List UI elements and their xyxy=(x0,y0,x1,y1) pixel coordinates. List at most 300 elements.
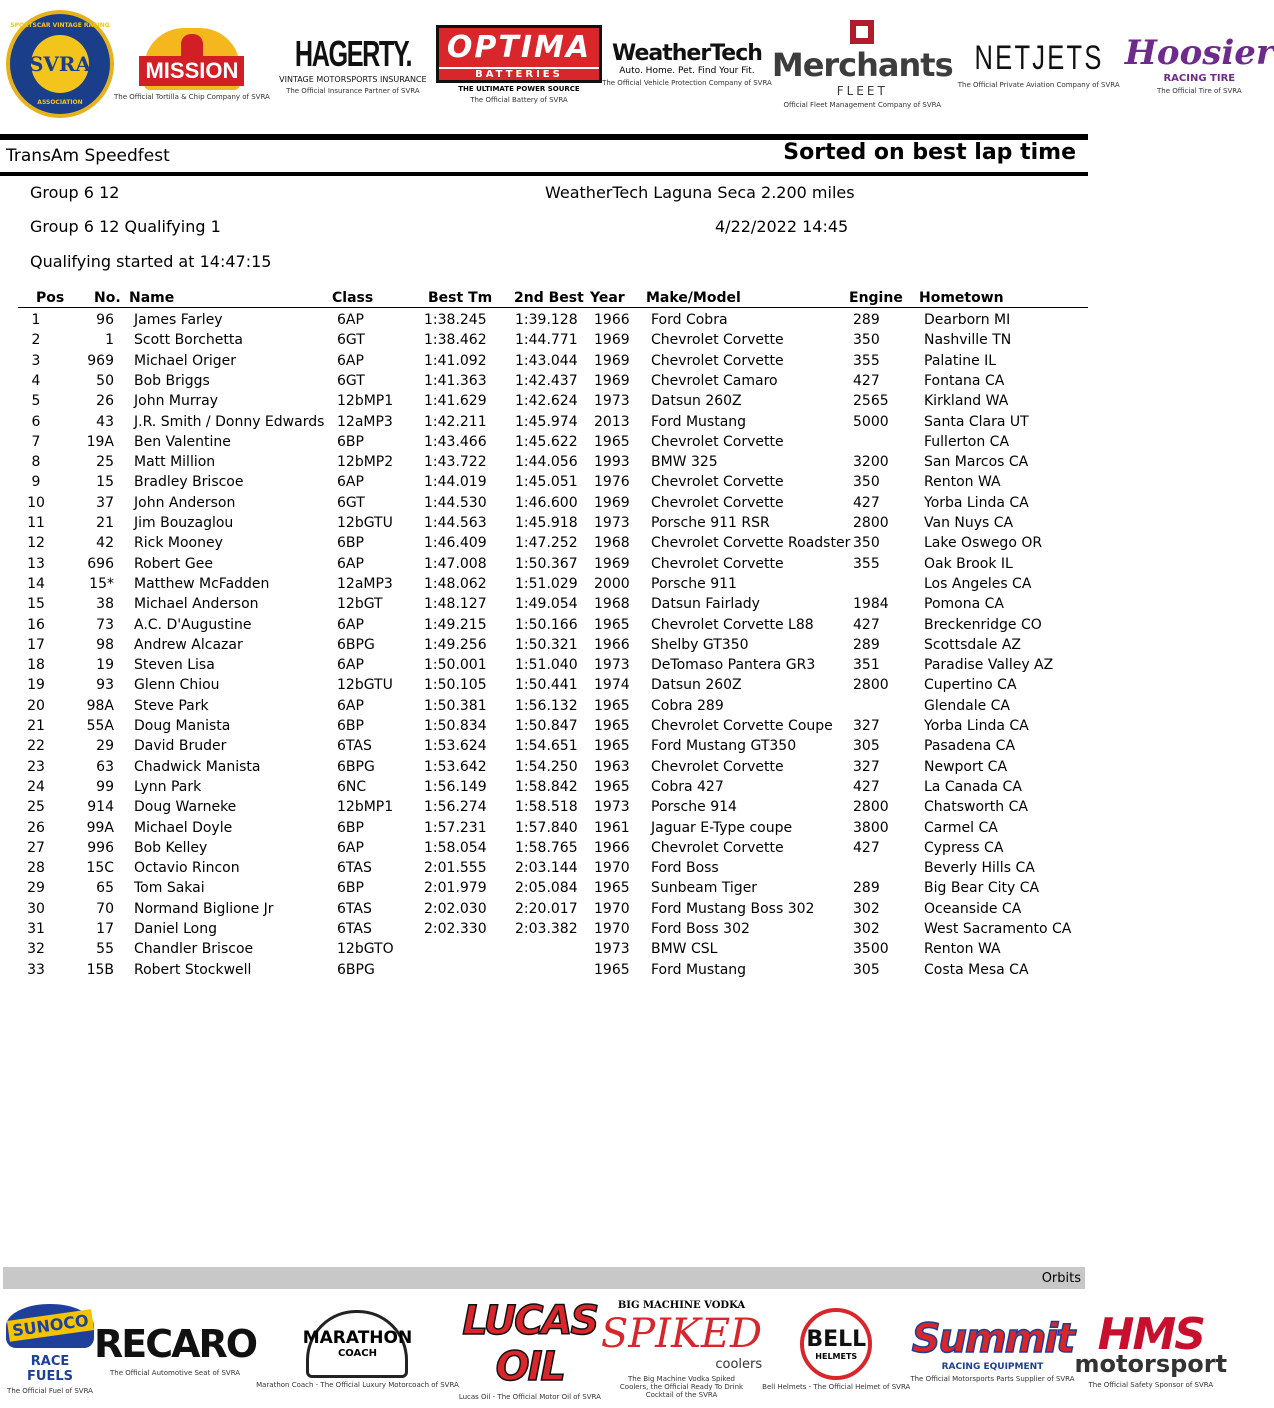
hometown-cell: Newport CA xyxy=(924,758,1008,775)
car-number-cell: 19 xyxy=(96,657,114,674)
engine-cell: 302 xyxy=(853,921,880,937)
hometown-cell: Oak Brook IL xyxy=(924,555,1013,572)
spiked-wordmark: SPIKED xyxy=(600,1310,763,1357)
marathon-sub: COACH xyxy=(337,1348,377,1359)
pos-cell: 18 xyxy=(27,657,45,674)
driver-name-cell: Rick Mooney xyxy=(134,535,223,552)
hometown-cell: Santa Clara UT xyxy=(924,413,1029,430)
second-best-cell: 1:42.624 xyxy=(515,393,578,410)
class-cell: 6GT xyxy=(337,332,365,349)
engine-cell: 427 xyxy=(853,839,880,856)
svra-ring-text-bottom: ASSOCIATION xyxy=(37,99,83,106)
best-time-cell: 1:38.245 xyxy=(424,312,487,328)
col-name: Name xyxy=(129,290,175,306)
table-row xyxy=(0,840,1088,860)
second-best-cell: 1:57.840 xyxy=(515,819,578,836)
pos-cell: 11 xyxy=(27,515,45,531)
spiked-caption: The Big Machine Vodka Spiked Coolers, the Official Ready To Drink Cocktail of the SVRA xyxy=(619,1374,744,1399)
best-time-cell: 1:57.231 xyxy=(424,819,487,836)
driver-name-cell: Bradley Briscoe xyxy=(134,474,244,491)
hoosier-caption: The Official Tire of SVRA xyxy=(1157,87,1242,95)
year-cell: 1966 xyxy=(594,636,630,653)
car-number-cell: 21 xyxy=(96,515,114,531)
year-cell: 1966 xyxy=(594,312,630,328)
make-model-cell: Cobra 427 xyxy=(651,778,724,795)
hometown-cell: Palatine IL xyxy=(924,352,997,369)
svra-wordmark: SVRA xyxy=(31,35,89,93)
make-model-cell: BMW 325 xyxy=(651,454,718,471)
engine-cell: 305 xyxy=(853,738,880,755)
table-row xyxy=(0,454,1088,474)
hometown-cell: Cupertino CA xyxy=(924,677,1017,694)
make-model-cell: Chevrolet Corvette xyxy=(651,332,784,349)
hometown-cell: San Marcos CA xyxy=(924,454,1029,471)
second-best-cell: 1:56.132 xyxy=(515,697,578,714)
table-row xyxy=(0,515,1088,535)
engine-cell: 3800 xyxy=(853,819,889,836)
make-model-cell: Chevrolet Camaro xyxy=(651,372,778,389)
pos-cell: 4 xyxy=(31,372,41,389)
driver-name-cell: Michael Doyle xyxy=(134,819,233,836)
summit-sub: RACING EQUIPMENT xyxy=(941,1361,1044,1372)
class-cell: 6GT xyxy=(337,494,365,511)
engine-cell: 289 xyxy=(853,636,880,653)
hometown-cell: Scottsdale AZ xyxy=(924,636,1022,653)
class-cell: 6AP xyxy=(337,352,364,369)
year-cell: 1993 xyxy=(594,454,630,471)
svra-seal xyxy=(6,10,114,118)
table-row xyxy=(0,677,1088,697)
class-cell: 6TAS xyxy=(337,900,372,917)
year-cell: 1973 xyxy=(594,941,630,958)
year-cell: 1968 xyxy=(594,596,630,613)
engine-cell: 350 xyxy=(853,332,880,349)
second-best-cell: 1:50.847 xyxy=(515,718,578,734)
event-title: TransAm Speedfest xyxy=(6,146,170,166)
make-model-cell: Chevrolet Corvette xyxy=(651,839,784,856)
year-cell: 1965 xyxy=(594,433,630,450)
table-row xyxy=(0,596,1088,616)
make-model-cell: Ford Mustang GT350 xyxy=(651,738,797,755)
sunoco-sub: RACE FUELS xyxy=(27,1353,73,1384)
second-best-cell: 1:50.367 xyxy=(515,555,578,572)
year-cell: 1965 xyxy=(594,778,630,795)
pos-cell: 28 xyxy=(27,860,45,877)
recaro-logo xyxy=(94,1322,256,1377)
year-cell: 1973 xyxy=(594,657,630,674)
sunoco-caption: The Official Fuel of SVRA xyxy=(7,1386,93,1395)
lucas-wordmark: LUCAS OIL xyxy=(462,1297,598,1390)
driver-name-cell: Robert Stockwell xyxy=(134,961,252,978)
svra-logo xyxy=(6,10,114,118)
second-best-cell: 2:05.084 xyxy=(515,880,578,897)
class-cell: 6BP xyxy=(337,433,364,450)
second-best-cell: 1:44.771 xyxy=(515,332,578,349)
best-time-cell: 1:46.409 xyxy=(424,535,487,552)
best-time-cell: 1:47.008 xyxy=(424,555,487,572)
year-cell: 1976 xyxy=(594,474,630,491)
second-best-cell: 1:51.040 xyxy=(515,657,578,674)
driver-name-cell: Matthew McFadden xyxy=(134,575,270,592)
year-cell: 1970 xyxy=(594,900,630,917)
marathon-caption: Marathon Coach - The Official Luxury Motorcoach of SVRA xyxy=(256,1380,459,1389)
driver-name-cell: Robert Gee xyxy=(134,555,213,572)
year-cell: 2000 xyxy=(594,575,630,592)
car-number-cell: 15 xyxy=(96,474,114,491)
year-cell: 1966 xyxy=(594,839,630,856)
optima-batteries: BATTERIES xyxy=(439,67,599,80)
make-model-cell: Ford Mustang Boss 302 xyxy=(651,900,815,917)
make-model-cell: BMW CSL xyxy=(651,941,718,958)
best-time-cell: 1:44.019 xyxy=(424,474,487,491)
year-cell: 1969 xyxy=(594,352,630,369)
marathon-wordmark: MARATHON xyxy=(302,1328,413,1348)
make-model-cell: Porsche 914 xyxy=(651,799,737,816)
car-number-cell: 65 xyxy=(96,880,114,897)
second-best-cell: 1:45.918 xyxy=(515,515,578,531)
pos-cell: 14 xyxy=(27,575,45,592)
engine-cell: 351 xyxy=(853,657,880,674)
table-row xyxy=(0,820,1088,840)
table-row xyxy=(0,779,1088,799)
pos-cell: 10 xyxy=(27,494,45,511)
second-best-cell: 1:50.321 xyxy=(515,636,578,653)
year-cell: 1970 xyxy=(594,860,630,877)
class-cell: 6BPG xyxy=(337,636,375,653)
weathertech-wordmark: WeatherTech xyxy=(611,41,762,66)
second-best-cell: 1:47.252 xyxy=(515,535,578,552)
merchants-wordmark: Merchants xyxy=(771,45,953,84)
driver-name-cell: Bob Briggs xyxy=(134,372,210,389)
hometown-cell: Cypress CA xyxy=(924,839,1004,856)
hometown-cell: Nashville TN xyxy=(924,332,1012,349)
pos-cell: 15 xyxy=(27,596,45,613)
car-number-cell: 99A xyxy=(86,819,114,836)
engine-cell: 1984 xyxy=(853,596,889,613)
driver-name-cell: Glenn Chiou xyxy=(134,677,220,694)
hometown-cell: Carmel CA xyxy=(924,819,998,836)
best-time-cell: 1:43.466 xyxy=(424,433,487,450)
make-model-cell: Sunbeam Tiger xyxy=(651,880,758,897)
driver-name-cell: Ben Valentine xyxy=(134,433,231,450)
col-second: 2nd Best xyxy=(514,290,584,306)
pos-cell: 8 xyxy=(31,454,41,471)
engine-cell: 350 xyxy=(853,535,880,552)
column-header-rule xyxy=(18,307,1088,308)
engine-cell: 289 xyxy=(853,880,880,897)
class-cell: 6AP xyxy=(337,657,364,674)
driver-name-cell: Michael Origer xyxy=(134,352,236,369)
second-best-cell: 1:58.842 xyxy=(515,778,578,795)
pos-cell: 1 xyxy=(31,312,41,328)
engine-cell: 327 xyxy=(853,758,880,775)
second-best-cell: 1:58.518 xyxy=(515,799,578,816)
driver-name-cell: Andrew Alcazar xyxy=(134,636,243,653)
engine-cell: 3500 xyxy=(853,941,889,958)
driver-name-cell: Tom Sakai xyxy=(134,880,205,897)
best-time-cell: 1:49.215 xyxy=(424,616,487,633)
second-best-cell: 1:45.974 xyxy=(515,413,578,430)
best-time-cell: 1:48.062 xyxy=(424,575,487,592)
hms-caption: The Official Safety Sponsor of SVRA xyxy=(1088,1381,1214,1389)
table-row xyxy=(0,860,1088,880)
car-number-cell: 25 xyxy=(96,454,114,471)
pos-cell: 21 xyxy=(27,718,45,734)
hometown-cell: Fullerton CA xyxy=(924,433,1010,450)
make-model-cell: Chevrolet Corvette Roadster xyxy=(651,535,851,552)
start-time-label: Qualifying started at 14:47:15 xyxy=(30,252,272,271)
engine-cell: 2800 xyxy=(853,677,889,694)
table-row xyxy=(0,617,1088,637)
sort-label: Sorted on best lap time xyxy=(783,140,1076,165)
class-cell: 6TAS xyxy=(337,860,372,877)
best-time-cell: 1:53.624 xyxy=(424,738,487,755)
track-label: WeatherTech Laguna Seca 2.200 miles xyxy=(545,183,855,202)
driver-name-cell: Chandler Briscoe xyxy=(134,941,254,958)
engine-cell: 427 xyxy=(853,372,880,389)
col-year: Year xyxy=(590,290,625,306)
hometown-cell: Paradise Valley AZ xyxy=(924,657,1054,674)
pos-cell: 2 xyxy=(31,332,41,349)
car-number-cell: 55A xyxy=(86,718,114,734)
engine-cell: 2800 xyxy=(853,799,889,816)
table-row xyxy=(0,576,1088,596)
pos-cell: 5 xyxy=(31,393,41,410)
summit-logo xyxy=(910,1316,1074,1383)
class-cell: 6TAS xyxy=(337,921,372,937)
car-number-cell: 15B xyxy=(86,961,114,978)
engine-cell: 305 xyxy=(853,961,880,978)
hometown-cell: Fontana CA xyxy=(924,372,1005,389)
make-model-cell: Chevrolet Corvette xyxy=(651,352,784,369)
engine-cell: 427 xyxy=(853,616,880,633)
weathertech-caption: The Official Vehicle Protection Company of SVRA xyxy=(602,79,772,87)
driver-name-cell: David Bruder xyxy=(134,738,227,755)
second-best-cell: 1:45.051 xyxy=(515,474,578,491)
engine-cell: 289 xyxy=(853,312,880,328)
class-cell: 6BPG xyxy=(337,758,375,775)
weathertech-logo xyxy=(602,41,772,87)
best-time-cell: 2:02.030 xyxy=(424,900,487,917)
year-cell: 1973 xyxy=(594,799,630,816)
sunoco-wordmark: SUNOCO xyxy=(7,1309,94,1342)
second-best-cell: 1:50.166 xyxy=(515,616,578,633)
hometown-cell: Dearborn MI xyxy=(924,312,1011,328)
table-row xyxy=(0,393,1088,413)
second-best-cell: 1:51.029 xyxy=(515,575,578,592)
car-number-cell: 37 xyxy=(96,494,114,511)
pos-cell: 23 xyxy=(27,758,45,775)
optima-caption: The Official Battery of SVRA xyxy=(470,95,568,104)
col-make: Make/Model xyxy=(646,290,741,306)
year-cell: 1969 xyxy=(594,332,630,349)
hometown-cell: Los Angeles CA xyxy=(924,575,1032,592)
hagerty-wordmark: HAGERTY. xyxy=(294,33,411,74)
year-cell: 1973 xyxy=(594,515,630,531)
second-best-cell: 2:03.382 xyxy=(515,921,578,937)
car-number-cell: 15C xyxy=(86,860,114,877)
footer-band xyxy=(3,1267,1085,1289)
table-row xyxy=(0,941,1088,961)
pos-cell: 16 xyxy=(27,616,45,633)
table-row xyxy=(0,332,1088,352)
car-number-cell: 99 xyxy=(96,778,114,795)
mission-logo xyxy=(114,28,270,101)
merchants-fleet: FLEET xyxy=(836,83,888,98)
table-row xyxy=(0,657,1088,677)
driver-name-cell: Doug Warneke xyxy=(134,799,237,816)
hometown-cell: Chatsworth CA xyxy=(924,799,1028,816)
second-best-cell: 1:45.622 xyxy=(515,433,578,450)
pos-cell: 32 xyxy=(27,941,45,958)
driver-name-cell: Bob Kelley xyxy=(134,839,208,856)
year-cell: 1969 xyxy=(594,555,630,572)
second-best-cell: 1:43.044 xyxy=(515,352,578,369)
hometown-cell: Yorba Linda CA xyxy=(924,718,1029,734)
hoosier-logo xyxy=(1125,33,1274,95)
best-time-cell: 1:42.211 xyxy=(424,413,487,430)
bell-caption: Bell Helmets - The Official Helmet of SVRA xyxy=(762,1382,911,1391)
table-row xyxy=(0,921,1088,941)
table-row xyxy=(0,799,1088,819)
make-model-cell: Ford Cobra xyxy=(651,312,728,328)
pos-cell: 25 xyxy=(27,799,45,816)
table-row xyxy=(0,698,1088,718)
pos-cell: 29 xyxy=(27,880,45,897)
second-best-cell: 1:54.250 xyxy=(515,758,578,775)
driver-name-cell: James Farley xyxy=(134,312,223,328)
spiked-top: BIG MACHINE VODKA xyxy=(617,1299,746,1311)
hometown-cell: Oceanside CA xyxy=(924,900,1022,917)
engine-cell: 355 xyxy=(853,555,880,572)
col-pos: Pos xyxy=(36,290,65,306)
class-cell: 6BP xyxy=(337,819,364,836)
car-number-cell: 969 xyxy=(87,352,114,369)
hometown-cell: Glendale CA xyxy=(924,697,1010,714)
year-cell: 1965 xyxy=(594,718,630,734)
driver-name-cell: Daniel Long xyxy=(134,921,217,937)
year-cell: 1973 xyxy=(594,393,630,410)
engine-cell: 427 xyxy=(853,778,880,795)
driver-name-cell: Michael Anderson xyxy=(134,596,259,613)
optima-logo xyxy=(436,25,602,104)
recaro-caption: The Official Automotive Seat of SVRA xyxy=(110,1368,241,1377)
sub-rule xyxy=(0,172,1088,176)
best-time-cell: 1:50.381 xyxy=(424,697,487,714)
make-model-cell: Chevrolet Corvette xyxy=(651,474,784,491)
spiked-sub: coolers xyxy=(715,1356,763,1372)
table-row xyxy=(0,495,1088,515)
car-number-cell: 26 xyxy=(96,393,114,410)
driver-name-cell: Lynn Park xyxy=(134,778,202,795)
pos-cell: 24 xyxy=(27,778,45,795)
year-cell: 1963 xyxy=(594,758,630,775)
car-number-cell: 42 xyxy=(96,535,114,552)
car-number-cell: 17 xyxy=(96,921,114,937)
hoosier-wordmark: Hoosier xyxy=(1124,33,1274,73)
hoosier-sub: RACING TIRE xyxy=(1163,73,1236,84)
table-row xyxy=(0,414,1088,434)
car-number-cell: 696 xyxy=(87,555,114,572)
make-model-cell: Porsche 911 RSR xyxy=(651,515,770,531)
pos-cell: 22 xyxy=(27,738,45,755)
pos-cell: 19 xyxy=(27,677,45,694)
best-time-cell: 1:38.462 xyxy=(424,332,487,349)
table-row xyxy=(0,901,1088,921)
session-label: Group 6 12 Qualifying 1 xyxy=(30,217,221,236)
hometown-cell: Renton WA xyxy=(924,474,1001,491)
engine-cell: 2565 xyxy=(853,393,889,410)
make-model-cell: Chevrolet Corvette xyxy=(651,555,784,572)
driver-name-cell: Jim Bouzaglou xyxy=(134,515,234,531)
second-best-cell: 1:50.441 xyxy=(515,677,578,694)
pos-cell: 13 xyxy=(27,555,45,572)
bell-logo xyxy=(762,1308,910,1391)
summit-caption: The Official Motorsports Parts Supplier of SVRA xyxy=(910,1374,1075,1383)
table-row xyxy=(0,556,1088,576)
hagerty-logo xyxy=(270,33,436,95)
col-no: No. xyxy=(94,290,121,306)
table-row xyxy=(0,535,1088,555)
optima-wordmark: OPTIMA xyxy=(439,28,599,67)
driver-name-cell: John Anderson xyxy=(134,494,236,511)
second-best-cell: 2:20.017 xyxy=(515,900,578,917)
driver-name-cell: Chadwick Manista xyxy=(134,758,261,775)
car-number-cell: 70 xyxy=(96,900,114,917)
best-time-cell: 1:49.256 xyxy=(424,636,487,653)
hagerty-sub: VINTAGE MOTORSPORTS INSURANCE xyxy=(279,75,427,84)
bell-sub: HELMETS xyxy=(815,1351,858,1361)
hometown-cell: Renton WA xyxy=(924,941,1001,958)
make-model-cell: Datsun 260Z xyxy=(651,393,742,410)
pos-cell: 12 xyxy=(27,535,45,552)
year-cell: 1965 xyxy=(594,738,630,755)
class-cell: 6GT xyxy=(337,372,365,389)
pos-cell: 30 xyxy=(27,900,45,917)
class-cell: 6AP xyxy=(337,555,364,572)
class-cell: 6BP xyxy=(337,535,364,552)
best-time-cell: 2:02.330 xyxy=(424,921,487,937)
pos-cell: 27 xyxy=(27,839,45,856)
class-cell: 6TAS xyxy=(337,738,372,755)
hometown-cell: Costa Mesa CA xyxy=(924,961,1029,978)
optima-tagline: THE ULTIMATE POWER SOURCE xyxy=(458,84,580,93)
pos-cell: 6 xyxy=(31,413,41,430)
driver-name-cell: Octavio Rincon xyxy=(134,860,240,877)
hagerty-caption: The Official Insurance Partner of SVRA xyxy=(286,87,420,95)
best-time-cell: 1:44.563 xyxy=(424,515,487,531)
driver-name-cell: Scott Borchetta xyxy=(134,332,243,349)
make-model-cell: Datsun Fairlady xyxy=(651,596,760,613)
bell-wordmark: BELL xyxy=(806,1326,867,1352)
make-model-cell: Ford Mustang xyxy=(651,413,747,430)
mission-wordmark: MISSION xyxy=(139,56,244,86)
year-cell: 1961 xyxy=(594,819,630,836)
year-cell: 1965 xyxy=(594,697,630,714)
class-cell: 12bGT xyxy=(337,596,383,613)
best-time-cell: 1:50.105 xyxy=(424,677,487,694)
second-best-cell: 1:42.437 xyxy=(515,372,578,389)
pos-cell: 33 xyxy=(27,961,45,978)
engine-cell: 427 xyxy=(853,494,880,511)
make-model-cell: Chevrolet Corvette xyxy=(651,433,784,450)
table-row xyxy=(0,759,1088,779)
table-row xyxy=(0,880,1088,900)
class-cell: 6NC xyxy=(337,778,367,795)
driver-name-cell: Steve Park xyxy=(134,697,209,714)
second-best-cell: 1:54.651 xyxy=(515,738,578,755)
make-model-cell: Datsun 260Z xyxy=(651,677,742,694)
